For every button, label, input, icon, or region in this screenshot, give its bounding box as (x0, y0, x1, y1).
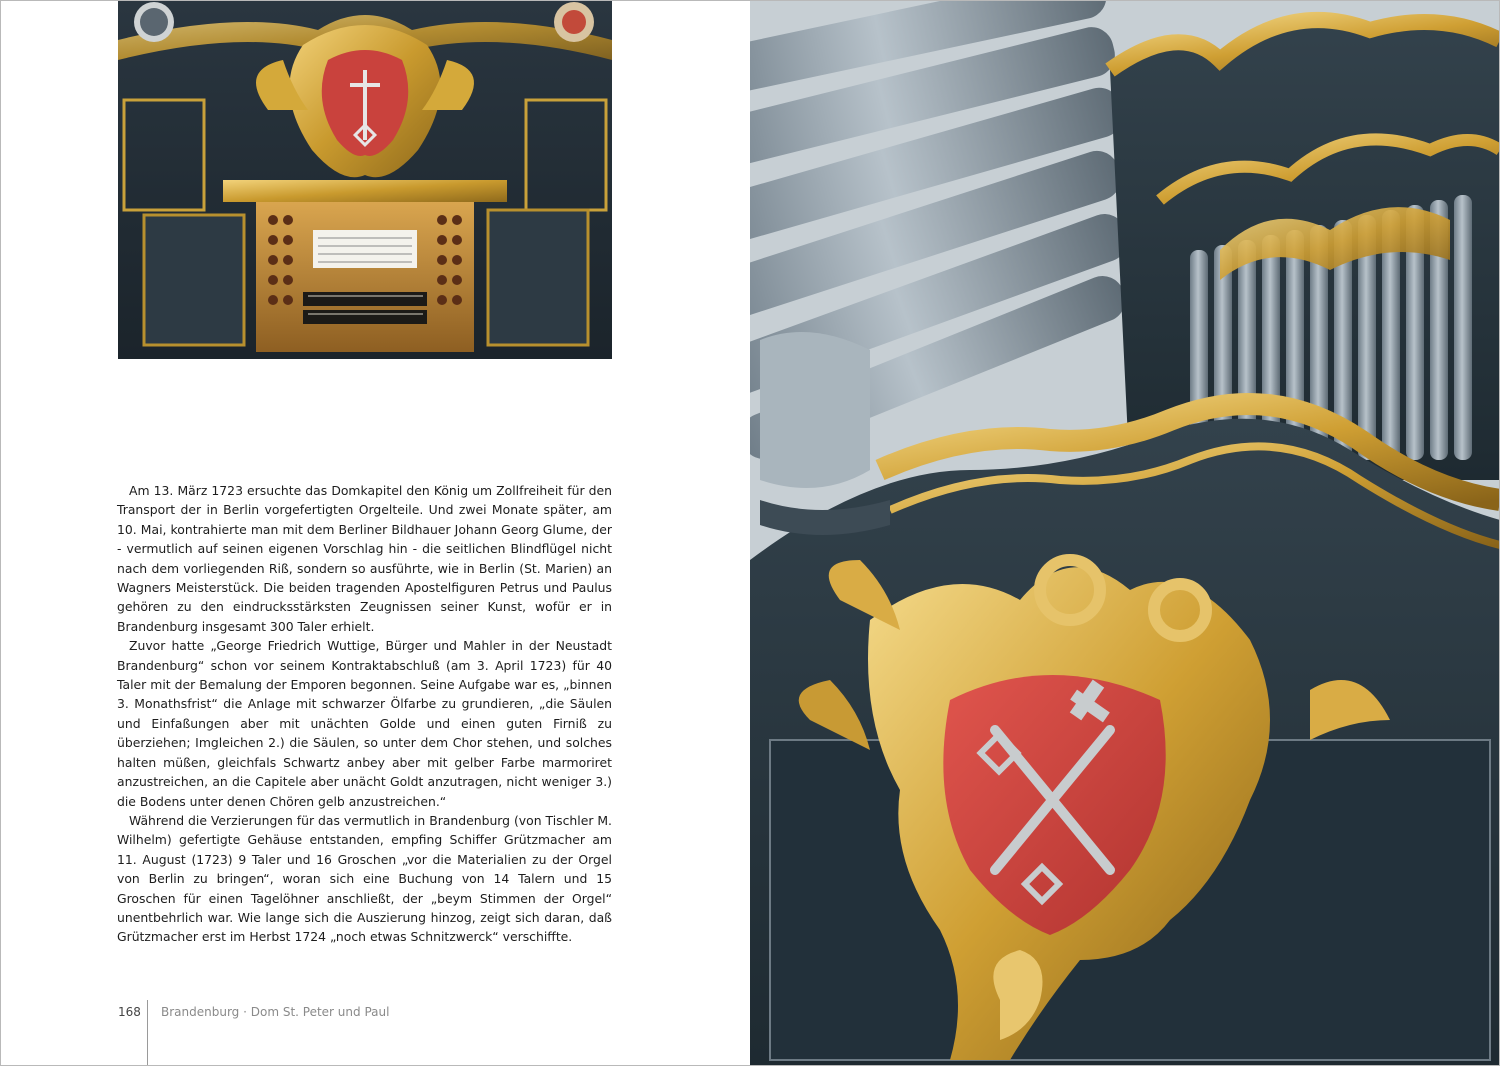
paragraph-3: Während die Verzierungen für das vermutlich in Brandenburg (von Tischler M. Wilhelm) gefertigte Gehäuse entstanden, empfing Schiffer Grützmacher am 11. August (1723) 9 Taler und 16 Groschen „vor die Materialien zu der Orgel von Berlin zu bringen“, woran sich eine Buchung von 14 Talern und 15 Groschen für einen Tagelöhner anschließt, der „beym Stimmen der Orgel“ unentbehrlich war. Wie lange sich die Auszierung hinzog, zeigt sich daran, daß Grützmacher erst im Herbst 1724 „noch etwas Schnitzwerck“ verschiffte. (117, 812, 612, 945)
paragraph-1: Am 13. März 1723 ersuchte das Domkapitel den König um Zollfreiheit für den Transport der in Berlin vorgefertigten Orgelteile. Und zwei Monate später, am 10. Mai, kontrahierte man mit dem Berliner Bildhauer Johann Georg Glume, der - vermutlich auf seinen eigenen Vorschlag hin - die seitlichen Blindflügel nicht nach dem vorliegenden Riß, sondern so ausführte, wie in Berlin (St. Marien) an Wagners Meisterstück. Die beiden tragenden Apostelfiguren Petrus und Paulus gehören zu den eindrucksstärksten Zeugnissen seiner Kunst, wofür er in Brandenburg insgesamt 300 Taler erhielt. (117, 483, 612, 634)
organ-detail-photo (750, 0, 1500, 1066)
running-head: Brandenburg · Dom St. Peter und Paul (161, 1005, 390, 1019)
paragraph-2: Zuvor hatte „George Friedrich Wuttige, Bürger und Mahler in der Neustadt Brandenburg“ schon vor seinem Kontraktabschluß (am 3. April 1723) für 40 Taler mit der Bemalung der Emporen begonnen. Seine Aufgabe war es, „binnen 3. Monathsfrist“ die Anlage mit schwarzer Ölfarbe zu grundieren, „die Säulen und Einfaßungen aber mit unächten Golde und einen guten Firniß zu überziehen; Imgleichen 2.) die Säulen, so unter dem Chor stehen, und solches halten müßen, gleichfals Schwartz anbey aber mit gelber Farbe marmoriret anzustreichen, an die Capitele aber unächt Goldt anzutragen, nicht weniger 3.) die Bodens unter denen Chören gelb anzustreichen.“ (117, 638, 612, 809)
organ-console-photo (118, 0, 612, 359)
page-number: 168 (118, 1005, 141, 1019)
footer-divider (147, 1000, 148, 1066)
body-text (117, 481, 612, 947)
page-footer (0, 1000, 750, 1066)
